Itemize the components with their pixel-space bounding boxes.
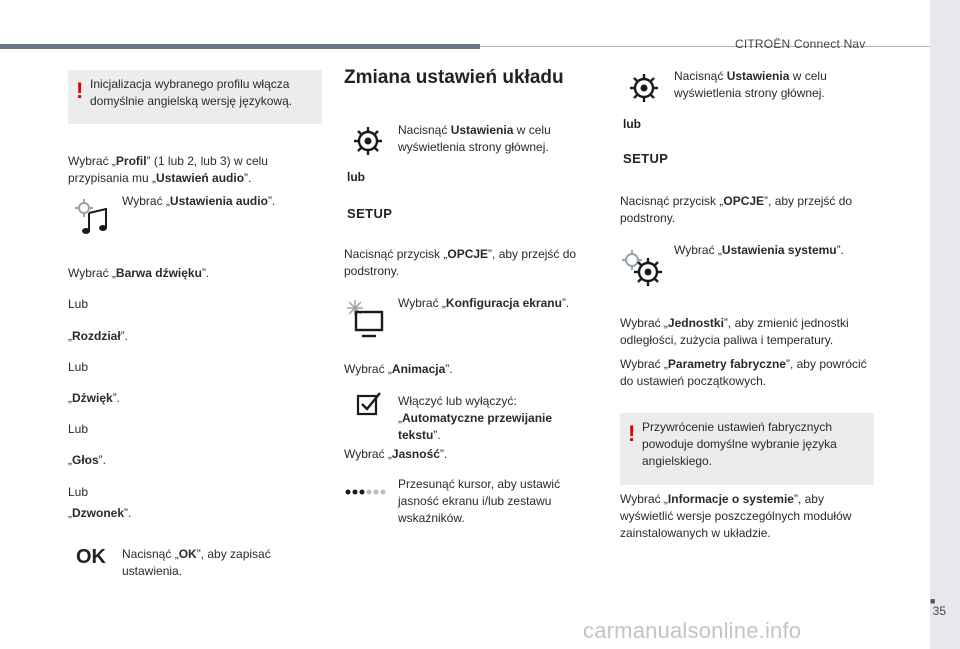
or-label-3: Lub xyxy=(68,422,89,436)
setup-button-label-2: SETUP xyxy=(623,151,669,166)
screen-brightness-icon xyxy=(346,299,386,339)
or-label-col3: lub xyxy=(623,117,641,131)
note-text-2: Przywrócenie ustawień fabrycznych powoduje domyślne wybranie języka angielskiego. xyxy=(642,420,837,468)
option-dzwiek: „Dźwięk”. xyxy=(68,391,121,405)
instruction-ustawienia: Nacisnąć Ustawienia w celu wyświetlenia strony głównej. xyxy=(398,123,551,154)
note-text: Inicjalizacja wybranego profilu włącza domyślnie angielską wersję językową. xyxy=(90,77,293,108)
system-settings-icon xyxy=(622,248,664,288)
or-label: lub xyxy=(347,170,365,184)
instruction-jasnosc: Wybrać „Jasność”. xyxy=(344,447,448,461)
brand-title: CITROËN Connect Nav xyxy=(735,37,866,51)
or-label-2: Lub xyxy=(68,360,89,374)
ok-button-label: OK xyxy=(76,546,106,568)
option-rozdzial: „Rozdział”. xyxy=(68,329,129,343)
instruction-animacja: Wybrać „Animacja”. xyxy=(344,362,453,376)
setup-button-label: SETUP xyxy=(347,206,393,221)
instruction-ok: Nacisnąć „OK”, aby zapisać ustawienia. xyxy=(122,547,271,578)
instruction-fabryczne: Wybrać „Parametry fabryczne”, aby powrócić do ustawień początkowych. xyxy=(620,357,867,388)
instruction-system: Wybrać „Ustawienia systemu”. xyxy=(674,243,844,257)
option-dzwonek: „Dzwonek”. xyxy=(68,506,132,520)
instruction-kursor: Przesunąć kursor, aby ustawić jasność ekranu i/lub zestawu wskaźników. xyxy=(398,477,561,525)
instruction-opcje: Nacisnąć przycisk „OPCJE”, aby przejść do podstrony. xyxy=(344,247,577,278)
page-bullet: ■ xyxy=(930,596,936,606)
section-heading: Zmiana ustawień układu xyxy=(344,67,564,88)
brightness-slider-icon xyxy=(344,486,388,498)
instruction-konfiguracja: Wybrać „Konfiguracja ekranu”. xyxy=(398,296,570,310)
gear-icon-2 xyxy=(628,72,660,104)
instruction-profil: Wybrać „Profil” (1 lub 2, lub 3) w celu przypisania mu „Ustawień audio”. xyxy=(68,154,268,185)
instruction-wlaczyc: Włączyć lub wyłączyć: „Automatyczne przewijanie tekstu”. xyxy=(398,394,553,442)
page-number: 35 xyxy=(932,604,946,618)
gear-icon xyxy=(352,125,384,157)
page-edge-band xyxy=(930,0,960,649)
option-glos: „Głos”. xyxy=(68,453,107,467)
header-accent-bar xyxy=(0,44,480,49)
instruction-opcje-2: Nacisnąć przycisk „OPCJE”, aby przejść do podstrony. xyxy=(620,194,853,225)
warning-icon-2: ! xyxy=(628,421,636,446)
or-label-1: Lub xyxy=(68,297,89,311)
instruction-barwa: Wybrać „Barwa dźwięku”. xyxy=(68,266,210,280)
warning-icon: ! xyxy=(76,78,84,103)
instruction-informacje: Wybrać „Informacje o systemie”, aby wyświetlić wersje poszczególnych modułów zainstalowanych w układzie. xyxy=(620,492,852,540)
instruction-audio: Wybrać „Ustawienia audio”. xyxy=(122,194,276,208)
audio-settings-icon xyxy=(74,198,110,236)
or-label-4: Lub xyxy=(68,485,89,499)
instruction-jednostki: Wybrać „Jednostki”, aby zmienić jednostki odległości, zużycia paliwa i temperatury. xyxy=(620,316,849,347)
checkbox-icon xyxy=(356,391,382,417)
watermark: carmanualsonline.info xyxy=(583,618,802,643)
instruction-ustawienia-2: Nacisnąć Ustawienia w celu wyświetlenia strony głównej. xyxy=(674,69,827,100)
